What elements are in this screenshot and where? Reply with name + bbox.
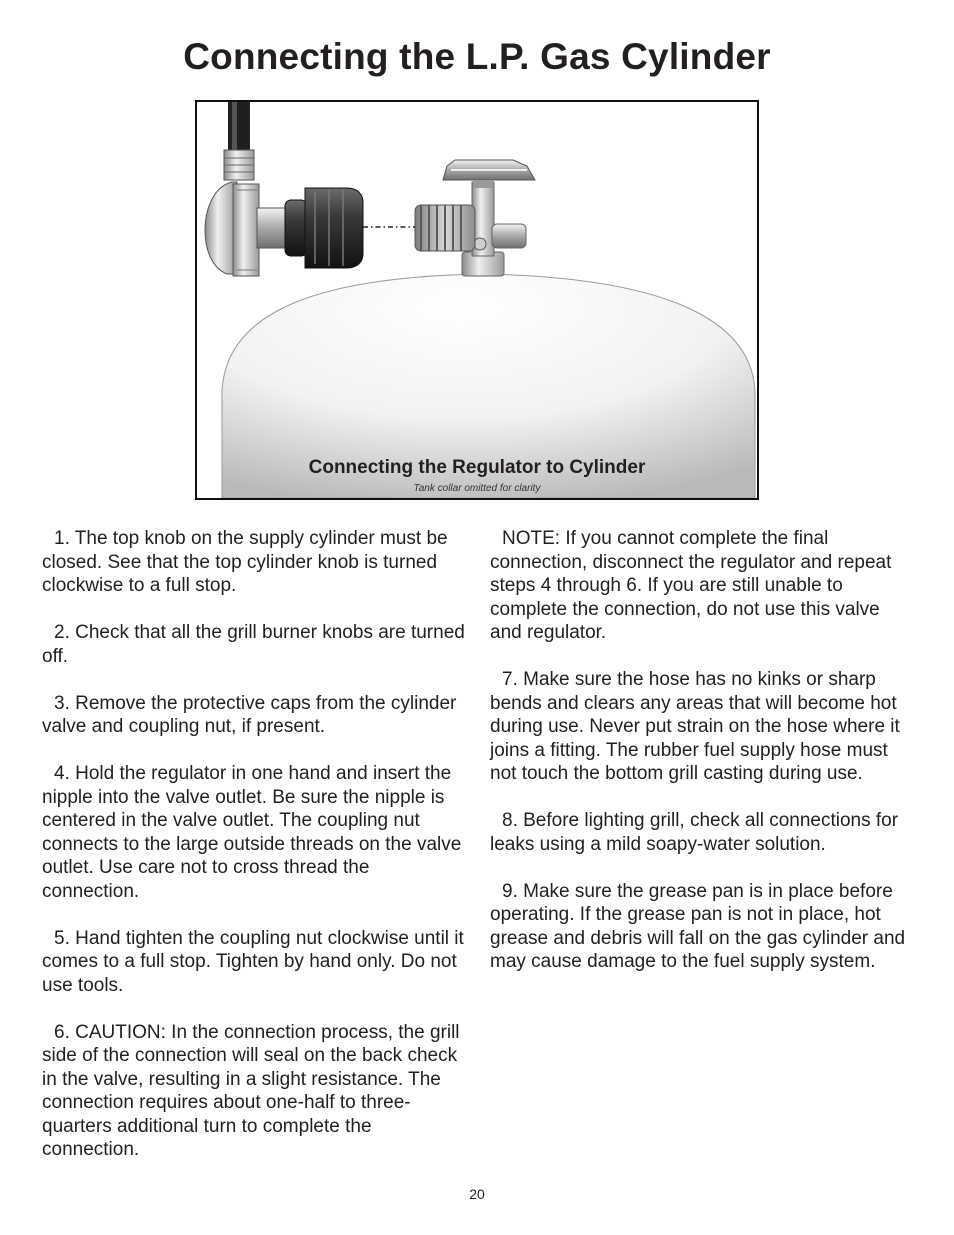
step-paragraph: 7. Make sure the hose has no kinks or sharp bends and clears any areas that will become hot during use. Never put strain on the hose where it joins a fitting. The rubber fuel supply hose must not touch the bottom grill casting during use.: [490, 669, 900, 784]
step-paragraph: 3. Remove the protective caps from the cylinder valve and coupling nut, if present.: [42, 692, 457, 737]
step-paragraph: 8. Before lighting grill, check all connections for leaks using a mild soapy-water solution.: [490, 810, 899, 855]
page-title: Connecting the L.P. Gas Cylinder: [183, 36, 771, 77]
instructions-right-column: [490, 527, 915, 997]
regulator-assembly: [205, 102, 415, 276]
figure-note: Tank collar omitted for clarity: [413, 483, 541, 494]
step-paragraph: 1. The top knob on the supply cylinder must be closed. See that the top cylinder knob is turned clockwise to a full stop.: [42, 528, 448, 596]
cylinder-regulator-drawing: [197, 102, 757, 498]
cylinder-valve: [415, 160, 535, 276]
figure-caption: Connecting the Regulator to Cylinder: [308, 457, 646, 478]
valve-outlet-threads: [415, 205, 475, 251]
instructions-left-column: [42, 527, 467, 1185]
step-paragraph: 6. CAUTION: In the connection process, the grill side of the connection will seal on the back check in the valve, resulting in a slight resistance. The connection requires about one-half to three-quarters additional turn to complete the connection.: [42, 1021, 460, 1160]
step-paragraph: 9. Make sure the grease pan is in place before operating. If the grease pan is not in place, hot grease and debris will fall on the gas cylinder and may cause damage to the fuel supply system.: [490, 880, 906, 972]
valve-knob: [443, 160, 535, 188]
step-paragraph: 4. Hold the regulator in one hand and insert the nipple into the valve outlet. Be sure the nipple is centered in the valve outlet. The coupling nut connects to the large outside threads on the valve outlet. Use care not to cross thread the connection.: [42, 763, 462, 902]
step-paragraph: 5. Hand tighten the coupling nut clockwise until it comes to a full stop. Tighten by hand only. Do not use tools.: [42, 927, 464, 996]
regulator-illustration: [195, 100, 759, 500]
coupling-nut: [285, 188, 363, 268]
page-number: 20: [469, 1186, 485, 1202]
step-paragraph: 2. Check that all the grill burner knobs are turned off.: [42, 622, 465, 667]
note-paragraph: NOTE: If you cannot complete the final connection, disconnect the regulator and repeat steps 4 through 6. If you are still unable to complete the connection, do not use this valve and regulator.: [490, 528, 892, 643]
